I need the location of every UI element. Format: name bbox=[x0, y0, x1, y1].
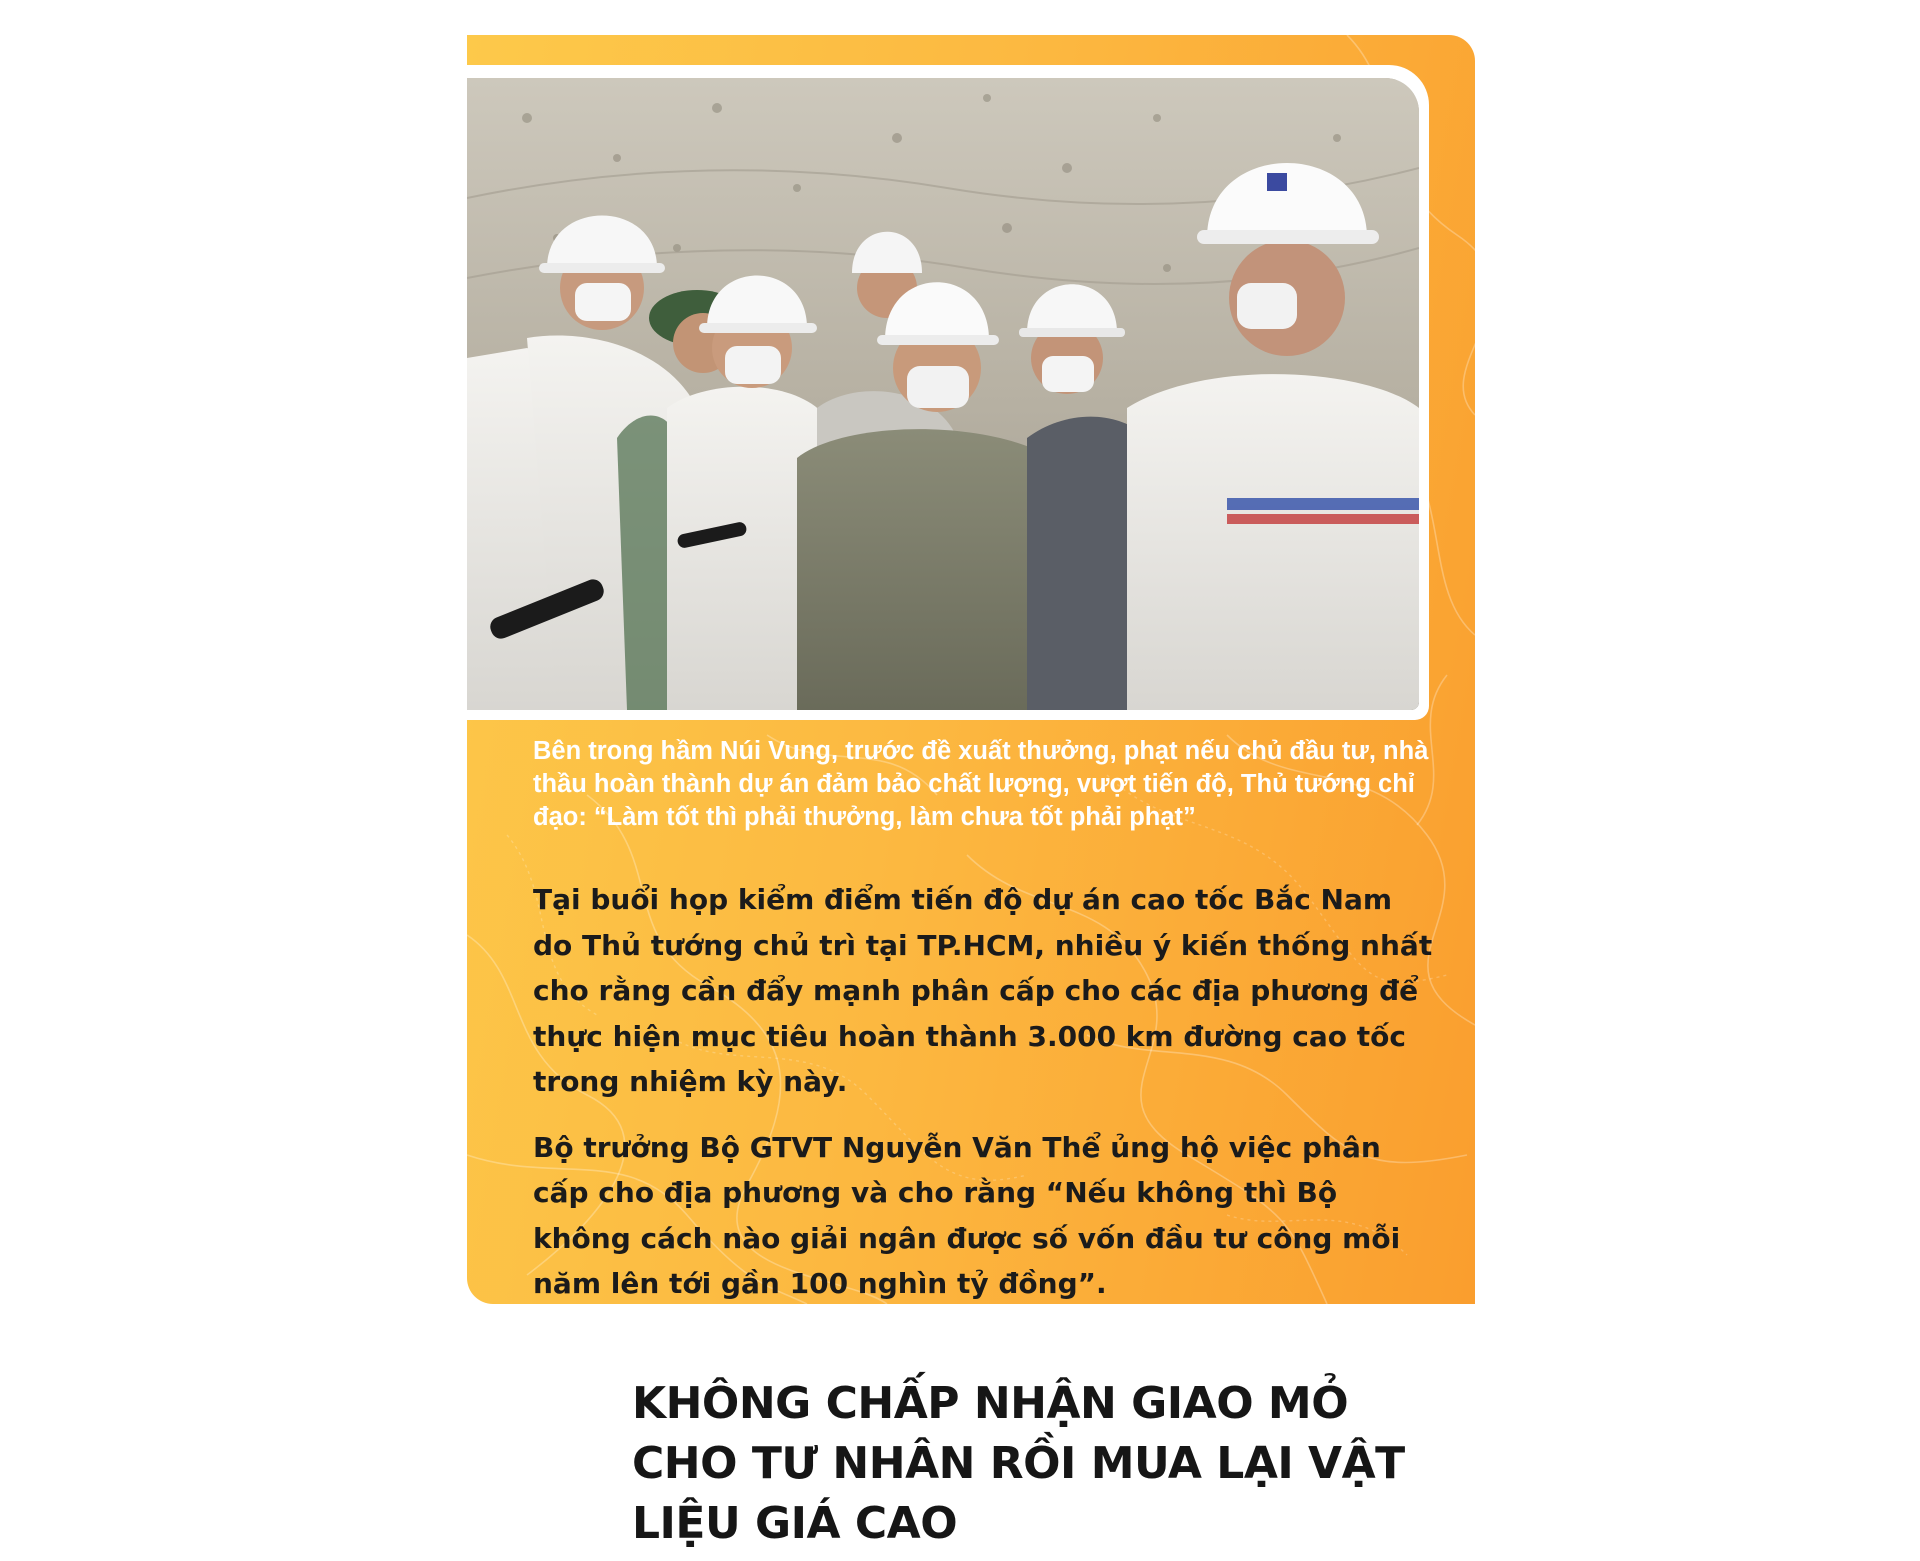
body-paragraph: Bộ trưởng Bộ GTVT Nguyễn Văn Thể ủng hộ việc phân cấp cho địa phương và cho rằng “Nếu không thì Bộ không cách nào giải ngân được số vốn đầu tư công mỗi năm lên tới gần 100 nghìn tỷ đồng”. bbox=[533, 1130, 1401, 1300]
photo-caption: Bên trong hầm Núi Vung, trước đề xuất thưởng, phạt nếu chủ đầu tư, nhà thầu hoàn thành dự án đảm bảo chất lượng, vượt tiến độ, Thủ tướng chỉ đạo: “Làm tốt thì phải thưởng, làm chưa tốt phải phạt” bbox=[533, 737, 1429, 831]
section-heading: KHÔNG CHẤP NHẬN GIAO MỎ CHO TƯ NHÂN RỒI MUA LẠI VẬT LIỆU GIÁ CAO bbox=[632, 1378, 1405, 1549]
article-card bbox=[467, 35, 1475, 1304]
article-body bbox=[533, 877, 1433, 1304]
group-in-tunnel-photo bbox=[467, 78, 1419, 710]
body-paragraph: Tại buổi họp kiểm điểm tiến độ dự án cao tốc Bắc Nam do Thủ tướng chủ trì tại TP.HCM, nhiều ý kiến thống nhất cho rằng cần đẩy mạnh phân cấp cho các địa phương để thực hiện mục tiêu hoàn thành 3.000 km đường cao tốc trong nhiệm kỳ này. bbox=[533, 883, 1433, 1098]
